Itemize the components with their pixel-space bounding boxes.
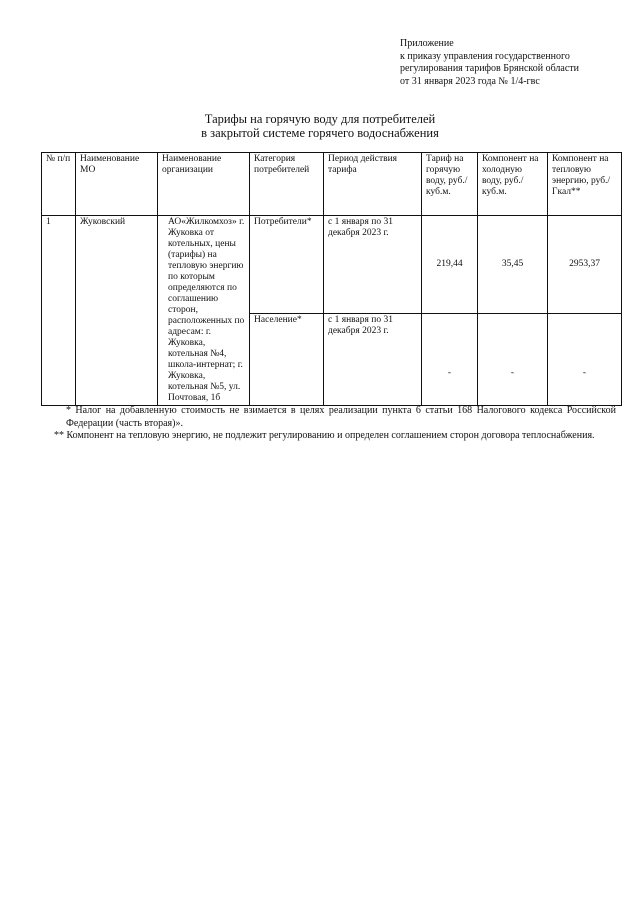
table-header-row bbox=[42, 153, 622, 216]
title-line-2: в закрытой системе горячего водоснабжения bbox=[201, 126, 439, 140]
title-line-1: Тарифы на горячую воду для потребителей bbox=[204, 112, 436, 126]
annex-line-2: к приказу управления государственного bbox=[400, 50, 570, 62]
header-tariff: Тариф на горячую воду, руб./ куб.м. bbox=[422, 153, 478, 216]
footnote-heat-component: ** Компонент на тепловую энергию, не подлежит регулированию и определен соглашением сторон договора теплоснабжения. bbox=[54, 430, 595, 441]
document-title bbox=[0, 112, 640, 140]
cell-category: Население* bbox=[250, 314, 324, 406]
header-cold-component: Компонент на холодную воду, руб./ куб.м. bbox=[478, 153, 548, 216]
header-period: Период действия тарифа bbox=[324, 153, 422, 216]
cell-tariff: 219,44 bbox=[422, 216, 478, 314]
header-num: № п/п bbox=[42, 153, 76, 216]
cell-period: с 1 января по 31 декабря 2023 г. bbox=[324, 314, 422, 406]
cell-heat-component: 2953,37 bbox=[548, 216, 622, 314]
annex-line-3: регулирования тарифов Брянской области bbox=[400, 63, 580, 74]
cell-cold-component: 35,45 bbox=[478, 216, 548, 314]
annex-line-4: от 31 января 2023 года № 1/4-гвс bbox=[400, 75, 540, 87]
cell-period: с 1 января по 31 декабря 2023 г. bbox=[324, 216, 422, 314]
cell-cold-component: - bbox=[478, 314, 548, 406]
cell-heat-component: - bbox=[548, 314, 622, 406]
cell-organization: АО«Жилкомхоз» г. Жуковка от котельных, цены (тарифы) на тепловую энергию по которым определяются по соглашению сторон, расположенных по адресам: г. Жуковка, котельная №4, школа-интернат; г. Жуковка, котельная №5, ул. Почтовая, 1б bbox=[158, 216, 250, 406]
header-category: Категория потребителей bbox=[250, 153, 324, 216]
order-annex-header bbox=[400, 38, 579, 88]
header-heat-component: Компонент на тепловую энергию, руб./ Гкал** bbox=[548, 153, 622, 216]
footnote-vat: * Налог на добавленную стоимость не взимается в целях реализации пункта 6 статьи 168 Налогового кодекса Российской Федерации (часть вторая)». bbox=[66, 405, 616, 429]
cell-num: 1 bbox=[42, 216, 76, 406]
cell-tariff: - bbox=[422, 314, 478, 406]
tariff-table bbox=[41, 152, 622, 406]
cell-category: Потребители* bbox=[250, 216, 324, 314]
header-org: Наименование организации bbox=[158, 153, 250, 216]
header-mo: Наименование МО bbox=[76, 153, 158, 216]
footnotes bbox=[54, 405, 616, 443]
cell-mo: Жуковский bbox=[76, 216, 158, 406]
table-row bbox=[42, 216, 622, 314]
annex-line-1: Приложение bbox=[400, 38, 454, 49]
